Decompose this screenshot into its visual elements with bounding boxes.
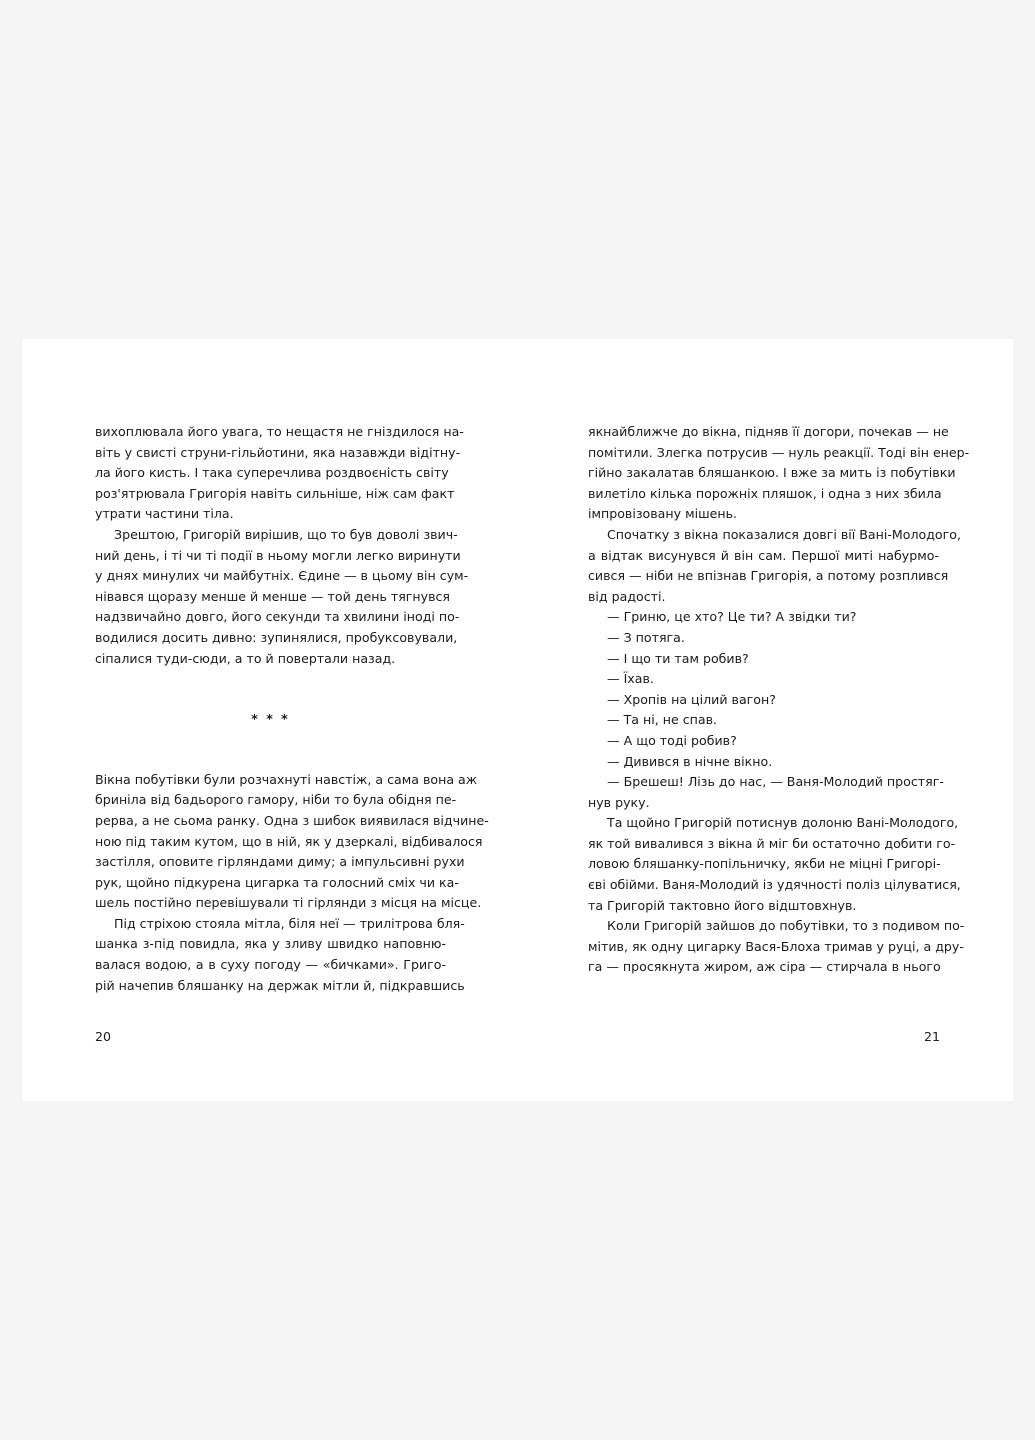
text-line: Вікна побутівки були розчахнуті навстіж, а сама вона аж — [95, 771, 478, 787]
text-line: роз'ятрювала Григорія навіть сильніше, ніж сам факт — [95, 485, 455, 501]
text-line: Зрештою, Григорій вирішив, що то був доволі звич- — [114, 526, 458, 542]
text-line: ла його кисть. І така суперечлива роздвоєність світу — [95, 465, 449, 481]
right-page-text — [588, 422, 970, 978]
text-line: нув руку. — [588, 794, 650, 810]
dialogue-line: — Гриню, це хто? Це ти? А звідки ти? — [607, 609, 857, 625]
text-line: Та щойно Григорій потиснув долоню Вані-Молодого, — [607, 815, 959, 831]
right-page — [518, 339, 1013, 1101]
page-number: 20 — [95, 1029, 112, 1044]
text-line: мітив, як одну цигарку Вася-Блоха тримав у руці, а дру- — [588, 938, 964, 954]
book-spread — [22, 339, 1013, 1101]
left-page — [22, 339, 518, 1101]
text-line: рій начепив бляшанку на держак мітли й, підкравшись — [95, 977, 465, 993]
text-line: ний день, і ті чи ті події в ньому могли легко виринути — [95, 547, 461, 563]
text-line: імпровізовану мішень. — [588, 506, 738, 522]
text-line: вихоплювала його увага, то нещастя не гніздилося на- — [95, 424, 464, 439]
text-line: ловою бляшанку-попільничку, якби не міцні Григорі- — [588, 856, 941, 872]
text-line: як той вивалився з вікна й міг би остаточно добити го- — [588, 835, 956, 851]
text-line: утрати частини тіла. — [95, 506, 234, 522]
text-line: ною під таким кутом, що в ній, як у дзеркалі, відбивалося — [95, 833, 483, 849]
text-line: Коли Григорій зайшов до побутівки, то з подивом по- — [607, 918, 965, 934]
dialogue-line: — Їхав. — [607, 671, 654, 687]
text-line: від радості. — [588, 588, 666, 604]
text-line: рук, щойно підкурена цигарка та голосний сміх чи ка- — [95, 874, 459, 890]
dialogue-line: — Хропів на цілий вагон? — [607, 691, 776, 707]
text-line: валася водою, а в суху погоду — «бичками». Григо- — [95, 957, 446, 973]
text-line: віть у свисті струни-гільйотини, яка назавжди відітну- — [95, 444, 461, 460]
text-line: помітили. Злегка потрусив — нуль реакції. Тоді він енер- — [588, 444, 970, 460]
text-line: нівався щоразу менше й менше — той день тягнувся — [95, 588, 451, 604]
text-line: сіпалися туди-сюди, а то й повертали назад. — [95, 650, 396, 666]
text-line: та Григорій тактовно його відштовхнув. — [588, 897, 857, 913]
text-line: га — просякнута жиром, аж сіра — стирчала в нього — [588, 959, 941, 975]
text-line: а відтак висунувся й він сам. Першої миті набурмо- — [588, 547, 939, 563]
text-line: Під стріхою стояла мітла, біля неї — трилітрова бля- — [114, 915, 465, 931]
dialogue-line: — Брешеш! Лізь до нас, — Ваня-Молодий простяг- — [607, 774, 944, 790]
dialogue-line: — А що тоді робив? — [607, 732, 737, 748]
text-line: сився — ніби не впізнав Григорія, а потому розплився — [588, 568, 949, 584]
text-line: якнайближче до вікна, підняв її догори, почекав — не — [588, 424, 949, 439]
text-line: шель постійно перевішували ті гірлянди з місця на місце. — [95, 895, 482, 911]
section-separator: * * * — [251, 711, 290, 727]
text-line: гійно закалатав бляшанкою. І вже за мить із побутівки — [588, 465, 956, 481]
text-line: Спочатку з вікна показалися довгі вії Вані-Молодого, — [607, 526, 961, 542]
dialogue-line: — Та ні, не спав. — [607, 712, 718, 728]
text-line: надзвичайно довго, його секунди та хвилини іноді по- — [95, 609, 460, 625]
left-page-text — [95, 422, 489, 996]
text-line: бриніла від бадьорого гамору, ніби то була обідня пе- — [95, 792, 457, 808]
dialogue-line: — І що ти там робив? — [607, 650, 749, 666]
text-line: шанка з-під повидла, яка у зливу швидко наповню- — [95, 936, 446, 952]
text-line: застілля, оповите гірляндами диму; а імпульсивні рухи — [95, 854, 465, 870]
text-line: єві обійми. Ваня-Молодий із удячності поліз цілуватися, — [588, 877, 961, 893]
text-line: водилися досить дивно: зупинялися, пробуксовували, — [95, 629, 458, 645]
text-line: вилетіло кілька порожніх пляшок, і одна з них збила — [588, 485, 942, 501]
text-line: рерва, а не сьома ранку. Одна з шибок виявилася відчине- — [95, 812, 489, 828]
dialogue-line: — З потяга. — [607, 629, 685, 645]
dialogue-line: — Дивився в нічне вікно. — [607, 753, 773, 769]
text-line: у днях минулих чи майбутніх. Єдине — в цьому він сум- — [95, 568, 469, 584]
page-number: 21 — [924, 1029, 941, 1044]
